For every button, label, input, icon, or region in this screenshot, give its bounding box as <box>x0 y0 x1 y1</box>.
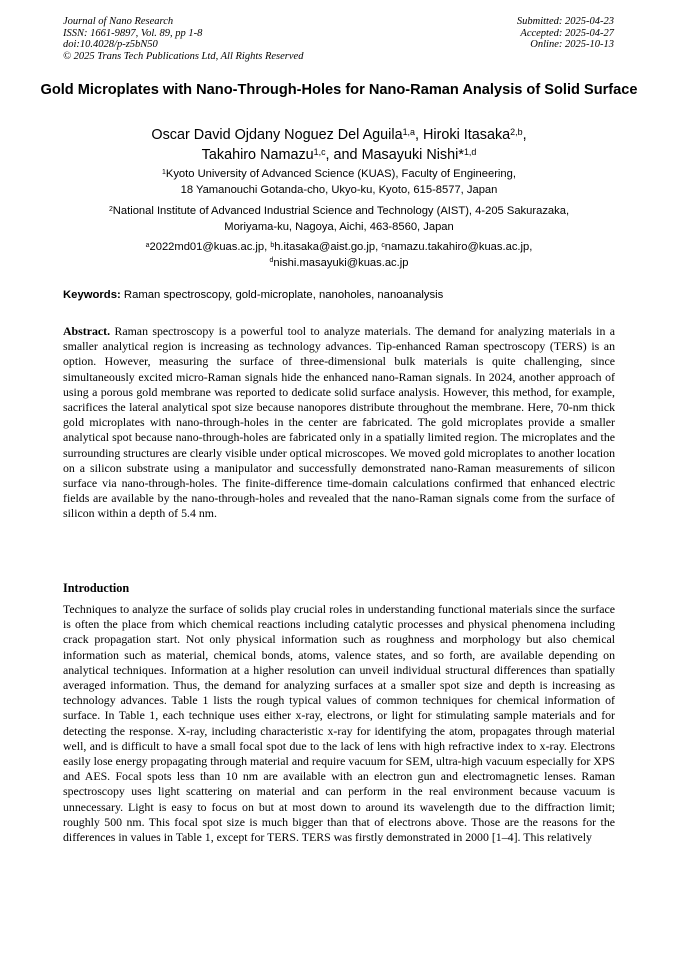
journal-name: Journal of Nano Research <box>63 16 174 27</box>
author-affiliation-mark: 1,a <box>402 126 415 137</box>
email-mark: b <box>270 241 275 249</box>
email-link[interactable]: 2022md01@kuas.ac.jp, <box>149 241 271 253</box>
affiliation-mark: 2 <box>108 205 113 213</box>
journal-header-right <box>517 16 614 51</box>
introduction-paragraph: Techniques to analyze the surface of solids play crucial roles in understanding functional materials since the surface is often the place from which chemical reactions including catalytic processes and physical phenomena including crack propagation start. Not only physical information such as roughness and morphology but also chemical information such as material, chemical bonds, atoms, valence states, and so forth, are available depending on analytical techniques. Information at a higher resolution can unveil individual structural differences than spatially averaged information. Thus, the demand for analyzing surfaces at a smaller spot size and depth is increasing as technology advances. Table 1 lists the rough typical values of common techniques for chemical information of surface. In Table 1, each technique uses either x-ray, electrons, or light for stimulating sample materials and for detecting the response. X-ray, including characteristic x-ray for identifying the atom, propagates through material well, and is difficult to have a small focal spot due to the lack of lens with high refractive index to x-ray. Electrons easily lose energy propagating through material and require vacuum for SEM, ultra-high vacuum especially for XPS and AES. Focal spots less than 10 nm are available with an electron gun and electromagnetic lenses. Raman spectroscopy uses light scattering on material and can perform in the real environment because vacuum is unnecessary. Light is easy to focus on but at most down to around its wavelength due to the diffraction limit; roughly 500 nm. This focal spot size is much bigger than that of electrons above. Those are the reasons for the differences in values in Table 1, except for TERS. TERS was firstly demonstrated in 2000 [1–4]. This relatively <box>63 602 615 845</box>
abstract-label: Abstract. <box>63 324 111 338</box>
author-separator: , <box>414 127 423 143</box>
author-name: Oscar David Ojdany Noguez Del Aguila <box>151 127 403 143</box>
affiliation-line: Moriyama-ku, Nagoya, Aichi, 463-8560, Japan <box>224 220 454 233</box>
affiliation-1 <box>40 167 638 198</box>
affiliation-line: 18 Yamanouchi Gotanda-cho, Ukyo-ku, Kyoto, 615-8577, Japan <box>180 183 498 196</box>
affiliation-line: Kyoto University of Advanced Science (KUAS), Faculty of Engineering, <box>165 168 516 180</box>
journal-issn: ISSN: 1661-9897, Vol. 89, pp 1-8 <box>63 27 203 39</box>
submitted-date: Submitted: 2025-04-23 <box>516 16 614 27</box>
email-link[interactable]: h.itasaka@aist.go.jp, <box>274 241 382 253</box>
author-affiliation-mark: 1,d <box>463 146 477 157</box>
author-name: Masayuki Nishi* <box>361 147 464 163</box>
author-emails <box>40 240 638 271</box>
email-mark: c <box>381 241 385 249</box>
author-name: Takahiro Namazu <box>201 147 314 163</box>
author-affiliation-mark: 2,b <box>510 126 523 137</box>
author-list <box>40 125 638 165</box>
copyright-notice: © 2025 Trans Tech Publications Ltd, All Rights Reserved <box>63 50 304 62</box>
email-mark: d <box>269 257 274 265</box>
email-mark: a <box>145 241 150 249</box>
affiliation-mark: 1 <box>162 168 166 176</box>
keywords-text: Raman spectroscopy, gold-microplate, nanoholes, nanoanalysis <box>123 289 444 301</box>
abstract-text: Raman spectroscopy is a powerful tool to analyze materials. The demand for analyzing materials in a smaller analytical region is increasing as technology advances. Tip-enhanced Raman spectroscopy (TERS) is an option. However, measuring the surface of three-dimensional bulk materials is quite challenging, since simultaneously excited micro-Raman signals hide the enhanced nano-Raman signals. In 2024, another approach of using a porous gold membrane was reported to dedicate solid surface analysis. However, this method, for example, sacrifices the lateral analytical spot size because nanopores distribute throughout the membrane. Here, 70-nm thick gold microplates with nano-through-holes in the center are fabricated. The gold microplates provide a smaller analytical spot because nano-through-holes are fabricated only in a spatially limited region. The microplates and the surrounding structures are clearly visible under optical microscopes. We moved gold microplates to another location on a silicon substrate using a manipulator and successfully demonstrated nano-Raman measurements of silicon surface via nano-through-holes. The finite-difference time-domain calculations confirmed that enhanced electric fields are available by the nano-through-holes and revealed that the nano-Raman signals come from the surface of silicon within a depth of 5.4 nm. <box>63 324 615 521</box>
keywords-label: Keywords: <box>63 289 121 301</box>
accepted-date: Accepted: 2025-04-27 <box>520 27 614 39</box>
abstract-paragraph <box>63 324 615 522</box>
author-affiliation-mark: 1,c <box>313 146 326 157</box>
affiliation-line: National Institute of Advanced Industrial Science and Technology (AIST), 4-205 Sakurazaka, <box>112 205 570 217</box>
email-link[interactable]: namazu.takahiro@kuas.ac.jp, <box>384 241 533 253</box>
author-separator: , and <box>325 147 362 163</box>
journal-header-left <box>63 16 303 62</box>
introduction-heading: Introduction <box>63 581 130 595</box>
paper-title: Gold Microplates with Nano-Through-Holes for Nano-Raman Analysis of Solid Surface <box>40 82 638 98</box>
online-date: Online: 2025-10-13 <box>530 39 614 51</box>
email-link[interactable]: nishi.masayuki@kuas.ac.jp <box>273 256 409 269</box>
author-name: Hiroki Itasaka <box>422 127 511 143</box>
journal-doi[interactable]: doi:10.4028/p-z5bN50 <box>63 39 158 51</box>
author-separator: , <box>522 127 527 143</box>
keywords-line <box>63 289 443 301</box>
affiliation-2 <box>40 204 638 235</box>
